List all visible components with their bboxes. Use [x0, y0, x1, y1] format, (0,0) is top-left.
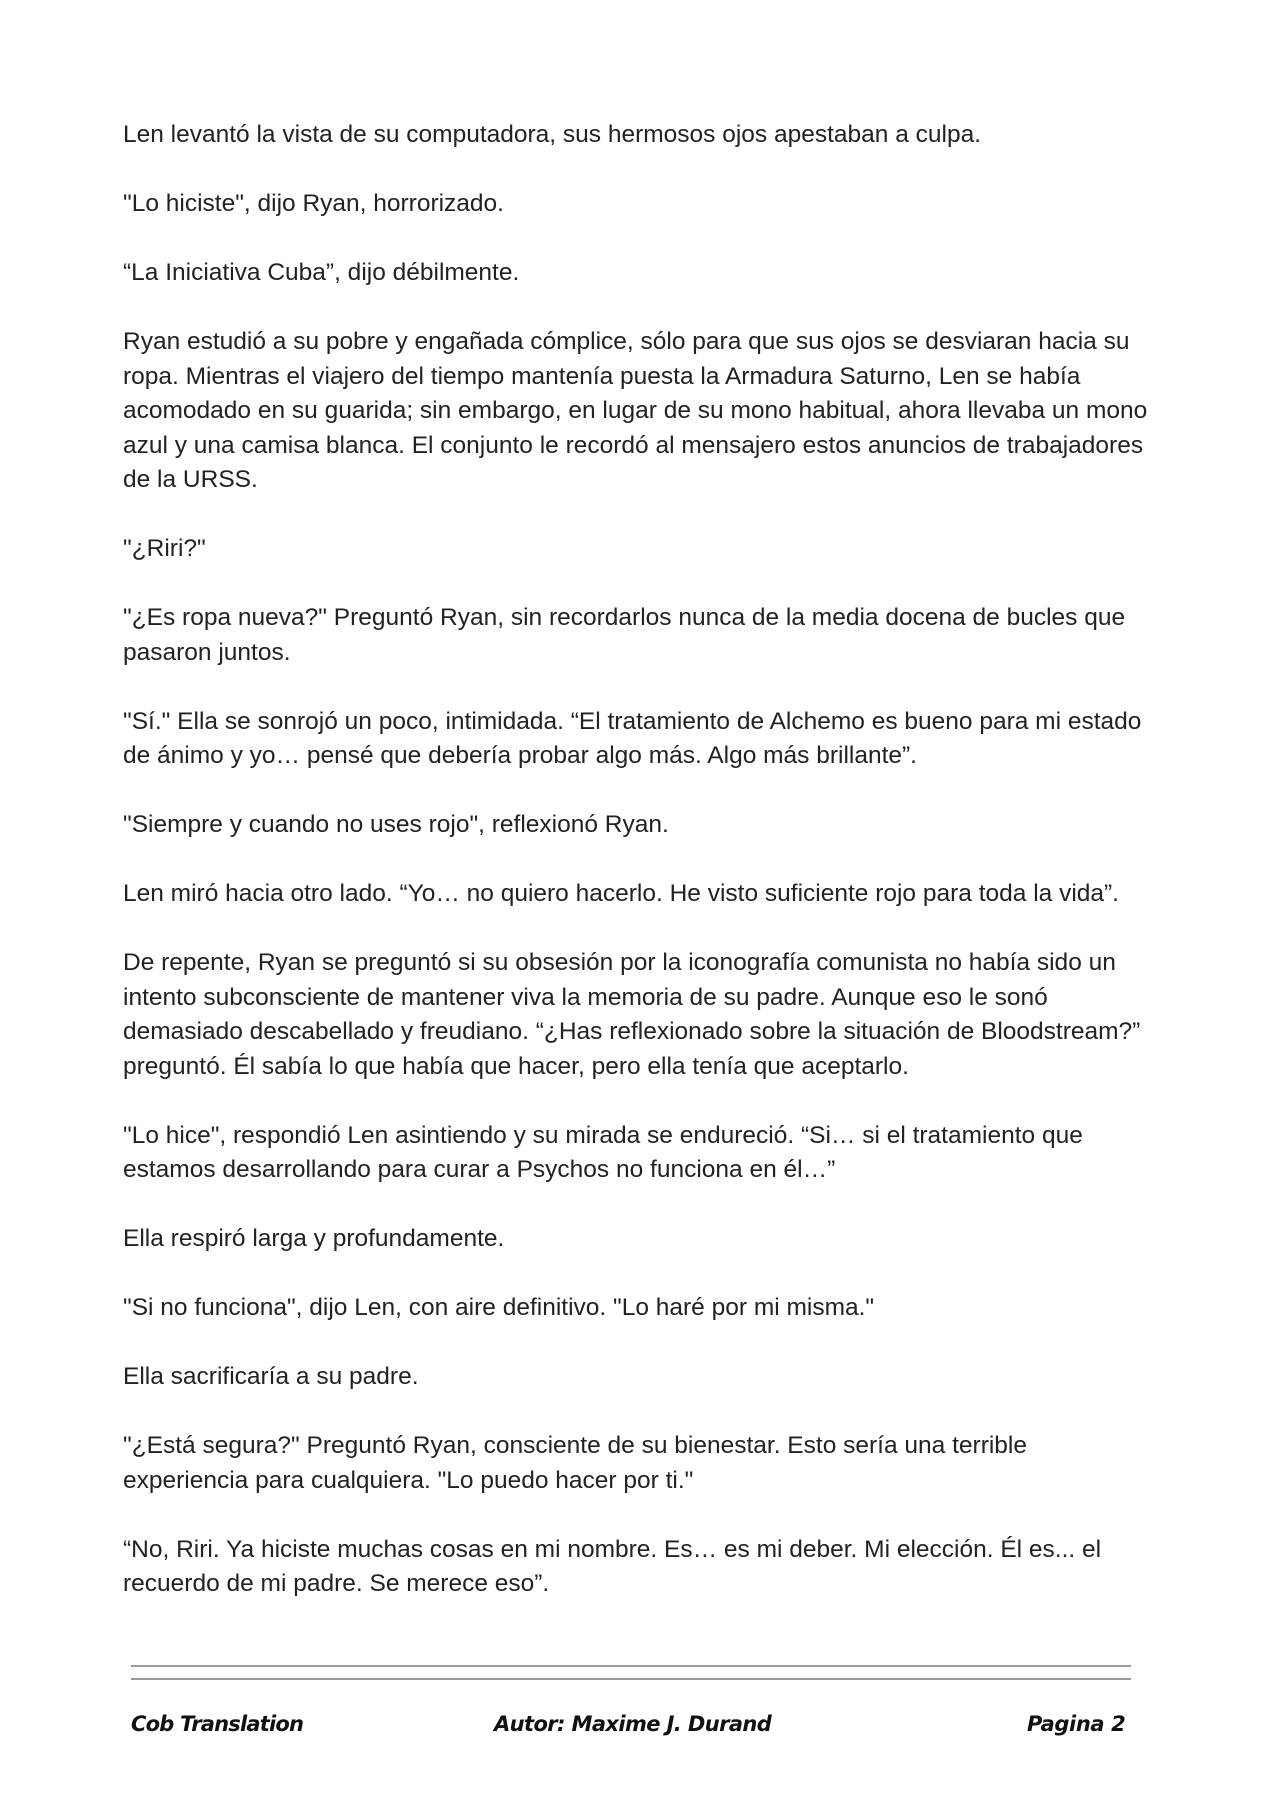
footer-divider-top — [131, 1665, 1131, 1667]
paragraph: "Sí." Ella se sonrojó un poco, intimidada. “El tratamiento de Alchemo es bueno para mi estado de ánimo y yo… pensé que debería probar algo más. Algo más brillante”. — [123, 707, 1142, 769]
paragraph: Ryan estudió a su pobre y engañada cómplice, sólo para que sus ojos se desviaran hacia su ropa. Mientras el viajero del tiempo mantenía puesta la Armadura Saturno, Len se había acomodado en su guarida; sin embargo, en lugar de su mono habitual, ahora llevaba un mono azul y una camisa blanca. El conjunto le recordó al mensajero estos anuncios de trabajadores de la URSS. — [123, 328, 1148, 493]
paragraph: Len levantó la vista de su computadora, sus hermosos ojos apestaban a culpa. — [123, 121, 982, 148]
paragraph: "Si no funciona", dijo Len, con aire definitivo. "Lo haré por mi misma." — [123, 1294, 875, 1321]
footer-divider-bottom — [131, 1678, 1131, 1680]
paragraph: “No, Riri. Ya hiciste muchas cosas en mi nombre. Es… es mi deber. Mi elección. Él es... el recuerdo de mi padre. Se merece eso”. — [123, 1535, 1102, 1597]
footer-page-number: Pagina 2 — [1027, 1712, 1126, 1736]
paragraph: "Lo hiciste", dijo Ryan, horrorizado. — [123, 190, 504, 217]
footer-translator: Cob Translation — [131, 1712, 304, 1736]
document-body — [123, 118, 1157, 1636]
paragraph: "Lo hice", respondió Len asintiendo y su mirada se endureció. “Si… si el tratamiento que estamos desarrollando para curar a Psychos no funciona en él…” — [123, 1121, 1083, 1183]
paragraph: "¿Está segura?" Preguntó Ryan, consciente de su bienestar. Esto sería una terrible experiencia para cualquiera. "Lo puedo hacer por ti." — [123, 1432, 1027, 1494]
paragraph: Len miró hacia otro lado. “Yo… no quiero hacerlo. He visto suficiente rojo para toda la vida”. — [123, 880, 1119, 907]
paragraph: "Siempre y cuando no uses rojo", reflexionó Ryan. — [123, 811, 669, 838]
paragraph: De repente, Ryan se preguntó si su obsesión por la iconografía comunista no había sido un intento subconsciente de mantener viva la memoria de su padre. Aunque eso le sonó demasiado descabellado y freudiano. “¿Has reflexionado sobre la situación de Bloodstream?” preguntó. Él sabía lo que había que hacer, pero ella tenía que aceptarlo. — [123, 949, 1141, 1080]
paragraph: "¿Riri?" — [123, 535, 206, 562]
paragraph: Ella respiró larga y profundamente. — [123, 1225, 505, 1252]
paragraph: "¿Es ropa nueva?" Preguntó Ryan, sin recordarlos nunca de la media docena de bucles que pasaron juntos. — [123, 604, 1126, 666]
paragraph: Ella sacrificaría a su padre. — [123, 1363, 419, 1390]
paragraph: “La Iniciativa Cuba”, dijo débilmente. — [123, 259, 520, 286]
footer-author: Autor: Maxime J. Durand — [494, 1712, 772, 1736]
